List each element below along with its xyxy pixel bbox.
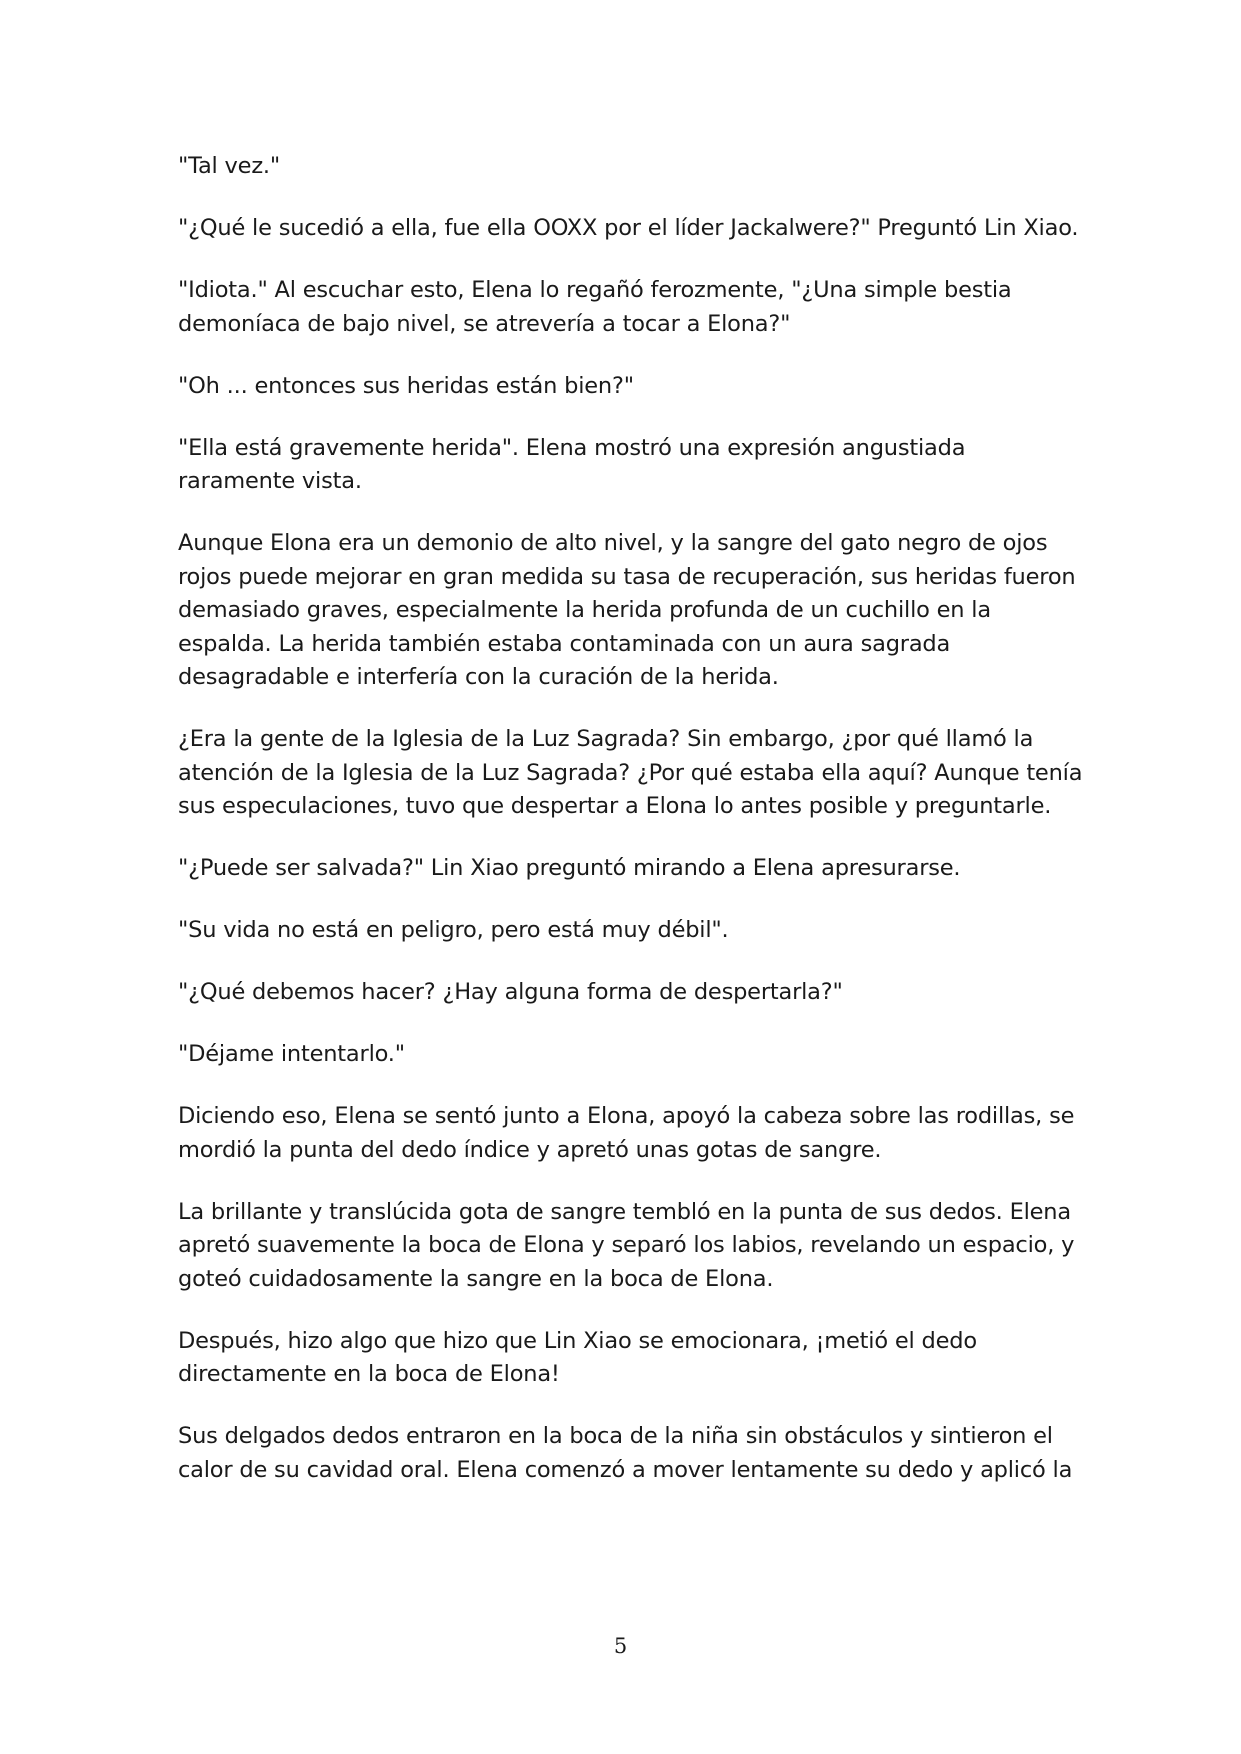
body-text [178, 150, 1083, 1516]
paragraph: Después, hizo algo que hizo que Lin Xiao se emocionara, ¡metió el dedo directamente en la boca de Elona! [178, 1327, 977, 1387]
paragraph: ¿Era la gente de la Iglesia de la Luz Sagrada? Sin embargo, ¿por qué llamó la atención de la Iglesia de la Luz Sagrada? ¿Por qué estaba ella aquí? Aunque tenía sus especulaciones, tuvo que despertar a Elona lo antes posible y preguntarle. [178, 726, 1083, 819]
paragraph: "Ella está gravemente herida". Elena mostró una expresión angustiada raramente vista. [178, 434, 966, 494]
paragraph: Diciendo eso, Elena se sentó junto a Elona, apoyó la cabeza sobre las rodillas, se mordió la punta del dedo índice y apretó unas gotas de sangre. [178, 1103, 1075, 1163]
paragraph: "Tal vez." [178, 153, 281, 179]
paragraph: Sus delgados dedos entraron en la boca de la niña sin obstáculos y sintieron el calor de su cavidad oral. Elena comenzó a mover lentamente su dedo y aplicó la [178, 1423, 1073, 1483]
paragraph: "Idiota." Al escuchar esto, Elena lo regañó ferozmente, "¿Una simple bestia demoníaca de bajo nivel, se atrevería a tocar a Elona?" [178, 277, 1012, 337]
paragraph: "Su vida no está en peligro, pero está muy débil". [178, 917, 729, 943]
paragraph: Aunque Elona era un demonio de alto nivel, y la sangre del gato negro de ojos rojos puede mejorar en gran medida su tasa de recuperación, sus heridas fueron demasiado graves, especialmente la herida profunda de un cuchillo en la espalda. La herida también estaba contaminada con un aura sagrada desagradable e interfería con la curación de la herida. [178, 530, 1076, 690]
paragraph: "¿Qué le sucedió a ella, fue ella OOXX por el líder Jackalwere?" Preguntó Lin Xiao. [178, 215, 1079, 241]
paragraph: "Déjame intentarlo." [178, 1041, 405, 1067]
page-number: 5 [613, 1634, 628, 1658]
paragraph: La brillante y translúcida gota de sangre tembló en la punta de sus dedos. Elena apretó suavemente la boca de Elona y separó los labios, revelando un espacio, y goteó cuidadosamente la sangre en la boca de Elona. [178, 1198, 1075, 1292]
paragraph: "Oh ... entonces sus heridas están bien?" [178, 372, 634, 399]
paragraph: "¿Qué debemos hacer? ¿Hay alguna forma de despertarla?" [178, 979, 843, 1005]
paragraph: "¿Puede ser salvada?" Lin Xiao preguntó mirando a Elena apresurarse. [178, 855, 961, 881]
